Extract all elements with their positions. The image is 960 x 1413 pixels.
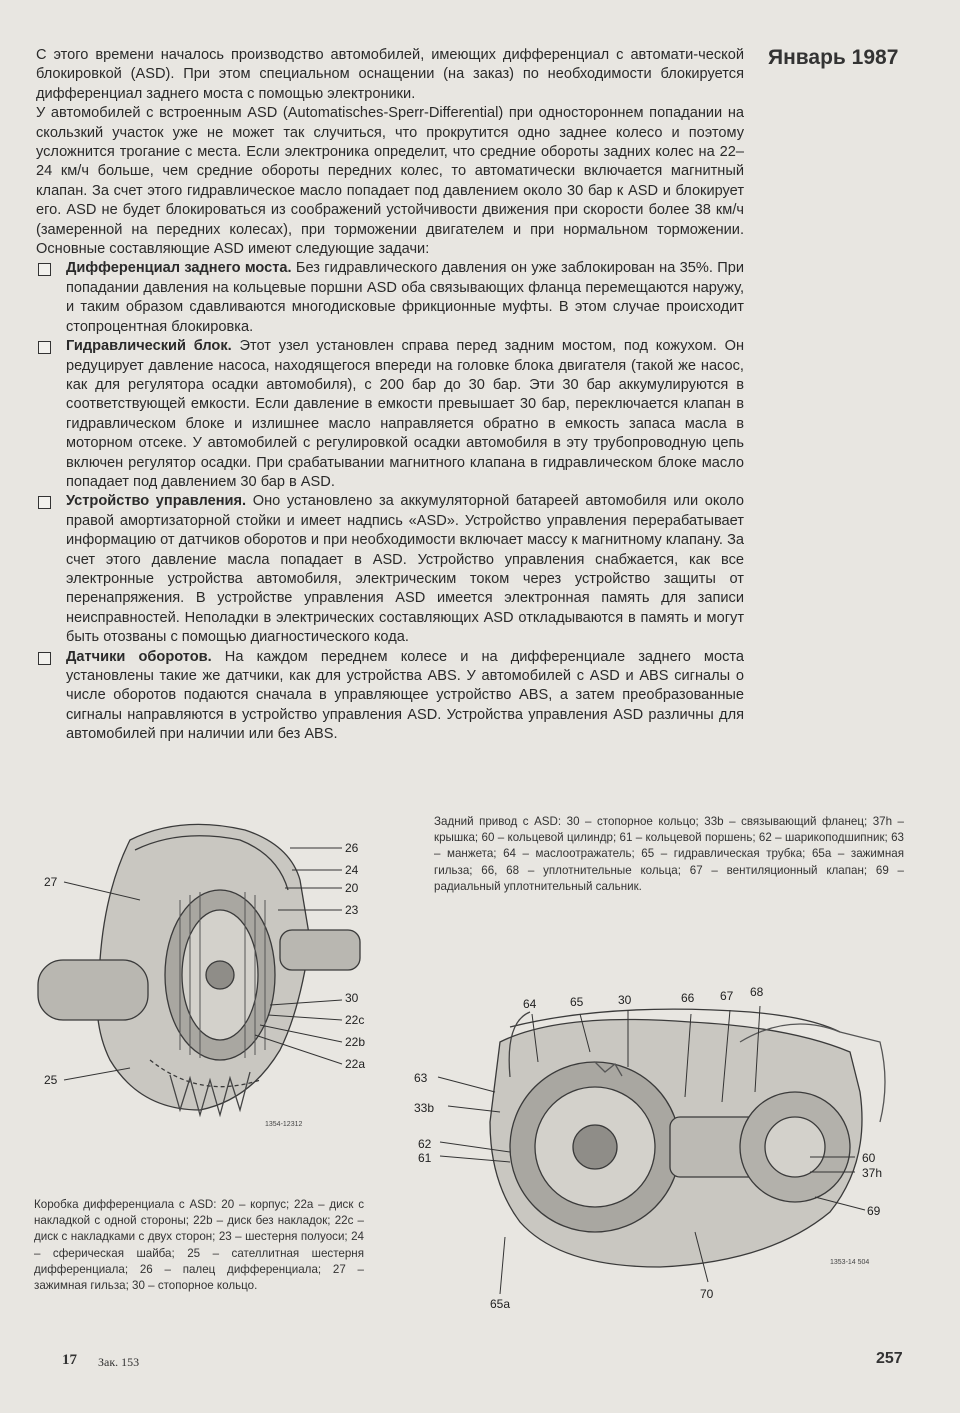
callout-label: 26: [345, 841, 359, 855]
list-item-title: Дифференциал заднего моста.: [66, 260, 292, 277]
rear-drive-figure: [410, 982, 900, 1317]
callout-label: 33b: [414, 1101, 435, 1115]
list-item-text: Этот узел установлен справа перед задним мостом, под кожухом. Он редуцирует давление насоса, находящегося впереди на головке блока двигателя (такой же насос, как для регулятора осадки автомобиля), с 200 бар до 30 бар. Эти 30 бар аккумулируются в соответствующей емкости. Если давление в емкости превышает 30 бар, переключается клапан в гидравлическом блоке и излишнее масло направляется обратно в емкость запаса масла в моторном отсеке. У автомобилей с регулировкой осадки автомобиля в эту трубопроводную цепь включен регулятор осадки. При срабатывании магнитного клапана в гидравлическом блоке масло попадает под давлением 30 бар в ASD.: [66, 338, 745, 490]
page-number: 257: [876, 1350, 903, 1367]
callout-label: 20: [345, 881, 359, 895]
callout-label: 65: [570, 995, 584, 1009]
checkbox-bullet-icon: [38, 341, 51, 354]
callout-label: 27: [44, 875, 58, 889]
callout-label: 64: [523, 997, 537, 1011]
printer-signature: 17: [62, 1352, 77, 1368]
callout-label: 65a: [490, 1297, 511, 1311]
printer-order-number: Зак. 153: [98, 1355, 140, 1369]
page-header-date: Январь 1987: [768, 46, 899, 69]
checkbox-bullet-icon: [38, 496, 51, 509]
figure-left-caption: Коробка дифференциала с ASD: 20 – корпус; 22а – диск с накладкой с одной стороны; 22b – диск без накладок; 22с – диск с накладками с двух сторон; 23 – шестерня полуоси; 24 – сферическая шайба; 25 – сателлитная шестерня дифференциала; 26 – палец дифференциала; 27 – зажимная гильза; 30 – стопорное кольцо.: [34, 1198, 364, 1293]
callout-label: 22c: [345, 1013, 365, 1027]
figure-right-caption: Задний привод с ASD: 30 – стопорное кольцо; 33b – связывающий фланец; 37h – крышка; 60 – кольцевой цилиндр; 61 – кольцевой поршень; 62 – шарикоподшипник; 63 – манжета; 64 – маслоотражатель; 65 – гидравлическая трубка; 65а – зажимная гильза; 66, 68 – уплотнительные кольца; 67 – вентиляционный клапан; 69 – радиальный уплотнительный сальник.: [434, 815, 904, 893]
figure-code: 1353-14 504: [830, 1259, 870, 1266]
intro-paragraph-2: У автомобилей с встроенным ASD (Automatisches-Sperr-Differential) при одностороннем попадании на скользкий участок уже не может так случиться, что прокрутится одно заднее колесо и поэтому усложнится трогание с места. Если электроника определит, что средние обороты задних колес на 22–24 км/ч больше, чем средние обороты передних колес, то автоматически включается магнитный клапан. За счет этого гидравлическое масло попадает под давлением около 30 бар к ASD и блокирует его. ASD не будет блокироваться из соображений устойчивости движения при скорости более 38 км/ч (замеренной на передних колесах), при торможении двигателем и при нормальном торможении. Основные составляющие ASD имеют следующие задачи:: [36, 105, 744, 258]
callout-label: 22b: [345, 1035, 366, 1049]
list-item-text: На каждом переднем колесе и на дифференциале заднего моста установлены такие же датчики, как для устройства ABS. У автомобилей с ASD и ABS сигналы о числе оборотов подаются сначала в управляющее устройство ABS, а затем преобразованные сигналы направляются в устройство управления ASD. Устройства управления ASD различны для автомобилей при наличии или без ABS.: [66, 648, 744, 743]
callout-label: 66: [681, 991, 695, 1005]
figure-code: 1354-12312: [265, 1121, 303, 1128]
intro-paragraph-1: С этого времени началось производство автомобилей, имеющих дифференциал с автомати-ческой блокировкой (ASD). При этом специальном оснащении (на заказ) по необходимости блокируется дифференциал заднего моста с помощью электроники.: [36, 47, 744, 102]
list-item: [36, 259, 744, 337]
checkbox-bullet-icon: [38, 652, 51, 665]
rear-drive-illustration: [410, 982, 900, 1312]
list-item: [36, 337, 744, 492]
callout-label: 63: [414, 1071, 428, 1085]
list-item: [36, 648, 744, 745]
callout-label: 30: [345, 991, 359, 1005]
list-item-title: Гидравлический блок.: [66, 338, 232, 355]
list-item-title: Устройство управления.: [66, 493, 247, 510]
differential-housing-figure: [30, 810, 375, 1140]
callout-label: 30: [618, 993, 632, 1007]
list-item-text: Оно установлено за аккумуляторной батареей автомобиля или около правой амортизаторной стойки и имеет надпись «ASD». Устройство управления перерабатывает информацию от датчиков оборотов и при необходимости включает массу к магнитному клапану. За счет этого давление масла попадает в ASD. Устройство управления снабжается, как все электронные устройства автомобиля, электрическим током через устройство защиты от перенапряжения. В устройстве управления ASD имеется электронная память для записи неисправностей. Неполадки в электрических составляющих ASD откладываются в память и могут быть отозваны с помощью диагностического кода.: [66, 493, 744, 646]
body-text: [36, 46, 744, 745]
callout-label: 62: [418, 1137, 432, 1151]
list-item-title: Датчики оборотов.: [66, 648, 212, 665]
list-item: [36, 492, 744, 647]
callout-label: 70: [700, 1287, 714, 1301]
callout-label: 24: [345, 863, 359, 877]
callout-label: 22a: [345, 1057, 366, 1071]
callout-label: 60: [862, 1151, 876, 1165]
callout-label: 67: [720, 989, 734, 1003]
checkbox-bullet-icon: [38, 263, 51, 276]
callout-label: 25: [44, 1073, 58, 1087]
callout-label: 23: [345, 903, 359, 917]
callout-label: 68: [750, 985, 764, 999]
callout-label: 69: [867, 1204, 881, 1218]
callout-label: 37h: [862, 1166, 883, 1180]
differential-housing-illustration: [30, 810, 375, 1135]
callout-label: 61: [418, 1151, 432, 1165]
list-item-text: Без гидравлического давления он уже заблокирован на 35%. При попадании давления на кольцевые поршни ASD оба связывающих фланца перемещаются наружу, и таким образом сдавливаются многодисковые фрикционные муфты. В этом случае происходит стопроцентная блокировка.: [66, 260, 744, 335]
